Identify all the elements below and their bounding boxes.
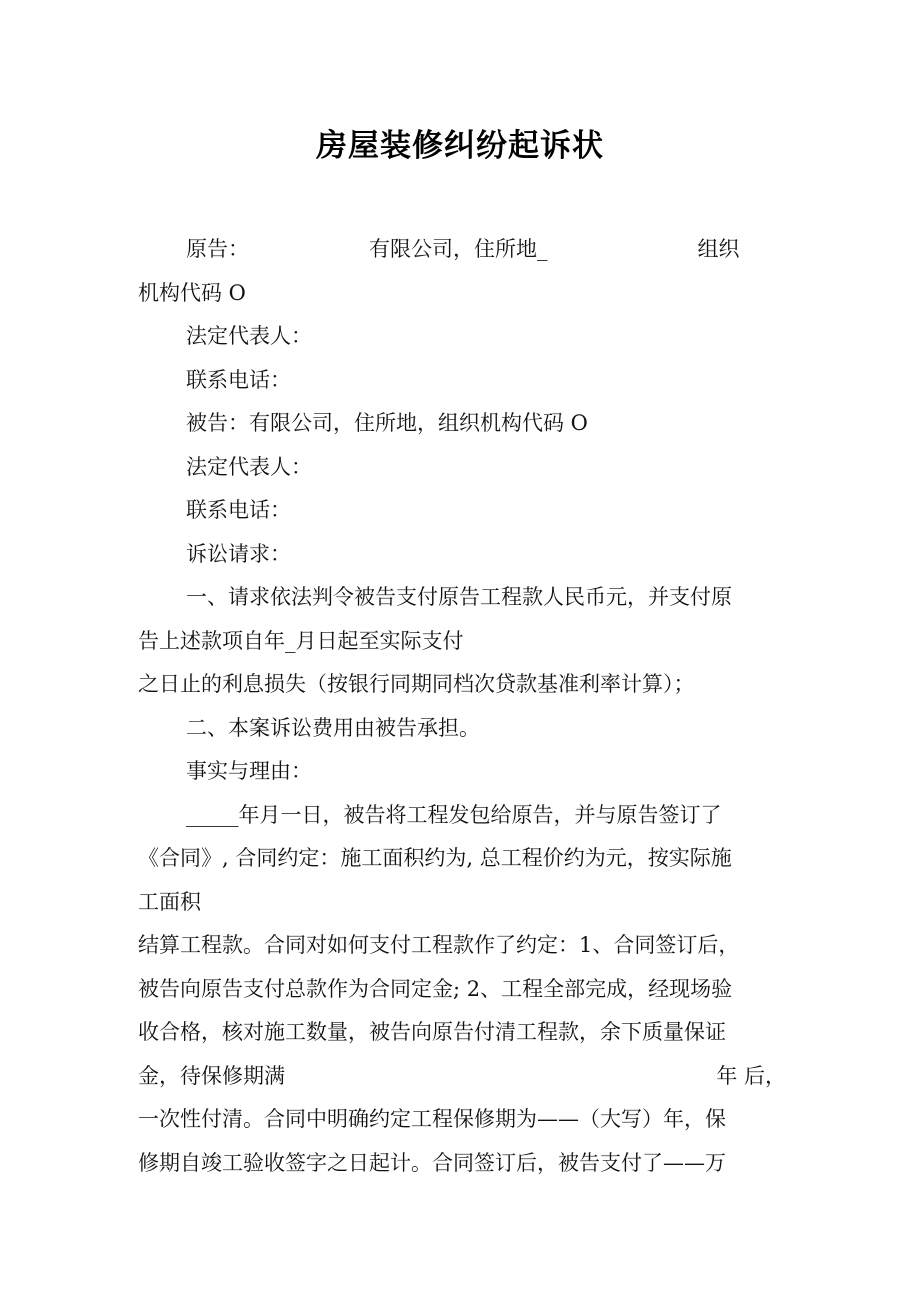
- facts-heading: 事实与理由：: [186, 759, 312, 783]
- claim-1-line-1: 一、请求依法判令被告支付原告工程款人民币元，并支付原: [186, 585, 732, 609]
- facts-line-2: 《合同》, 合同约定：施工面积约为, 总工程价约为元，按实际施: [138, 846, 732, 870]
- facts-line-5: 被告向原告支付总款作为合同定金; 2、工程全部完成，经现场验: [138, 976, 733, 1001]
- claim-2: 二、本案诉讼费用由被告承担。: [186, 715, 480, 740]
- claims-heading: 诉讼请求：: [186, 541, 291, 566]
- facts-line-7: [138, 1055, 798, 1099]
- facts-line-7-right: 年 后，: [716, 1063, 786, 1088]
- claim-1-line-3: 之日止的利息损失（按银行同期同档次贷款基准利率计算）；: [138, 672, 695, 696]
- plaintiff-org-code-a: 组织: [697, 237, 740, 261]
- defendant-line: 被告：有限公司，住所地，组织机构代码 O: [186, 411, 588, 435]
- plaintiff-phone: 联系电话：: [186, 367, 291, 392]
- defendant-phone: 联系电话：: [186, 498, 291, 522]
- defendant-legal-rep: 法定代表人：: [186, 454, 312, 479]
- claim-1-line-2: 告上述款项自年_月日起至实际支付: [138, 628, 464, 653]
- plaintiff-org-code-line: 机构代码 O: [138, 280, 246, 305]
- facts-line-7-left: 金，待保修期满: [138, 1063, 285, 1088]
- facts-line-9: 修期自竣工验收签字之日起计。合同签订后，被告支付了——万: [138, 1150, 726, 1175]
- plaintiff-company: 有限公司，住所地_: [369, 237, 548, 261]
- document-body: [138, 228, 798, 1185]
- document-title: 房屋装修纠纷起诉状: [316, 128, 604, 164]
- facts-line-8: 一次性付清。合同中明确约定工程保修期为——（大写）年，保: [138, 1107, 726, 1131]
- plaintiff-legal-rep: 法定代表人：: [186, 324, 312, 348]
- facts-line-3: 工面积: [138, 889, 201, 914]
- plaintiff-line: [138, 228, 798, 272]
- facts-line-6: 收合格，核对施工数量，被告向原告付清工程款，余下质量保证: [138, 1020, 726, 1044]
- facts-line-1: _____年月一日，被告将工程发包给原告，并与原告签订了: [186, 802, 722, 827]
- plaintiff-label: 原告：: [186, 237, 249, 261]
- facts-line-4: 结算工程款。合同对如何支付工程款作了约定：1、合同签订后，: [138, 933, 740, 957]
